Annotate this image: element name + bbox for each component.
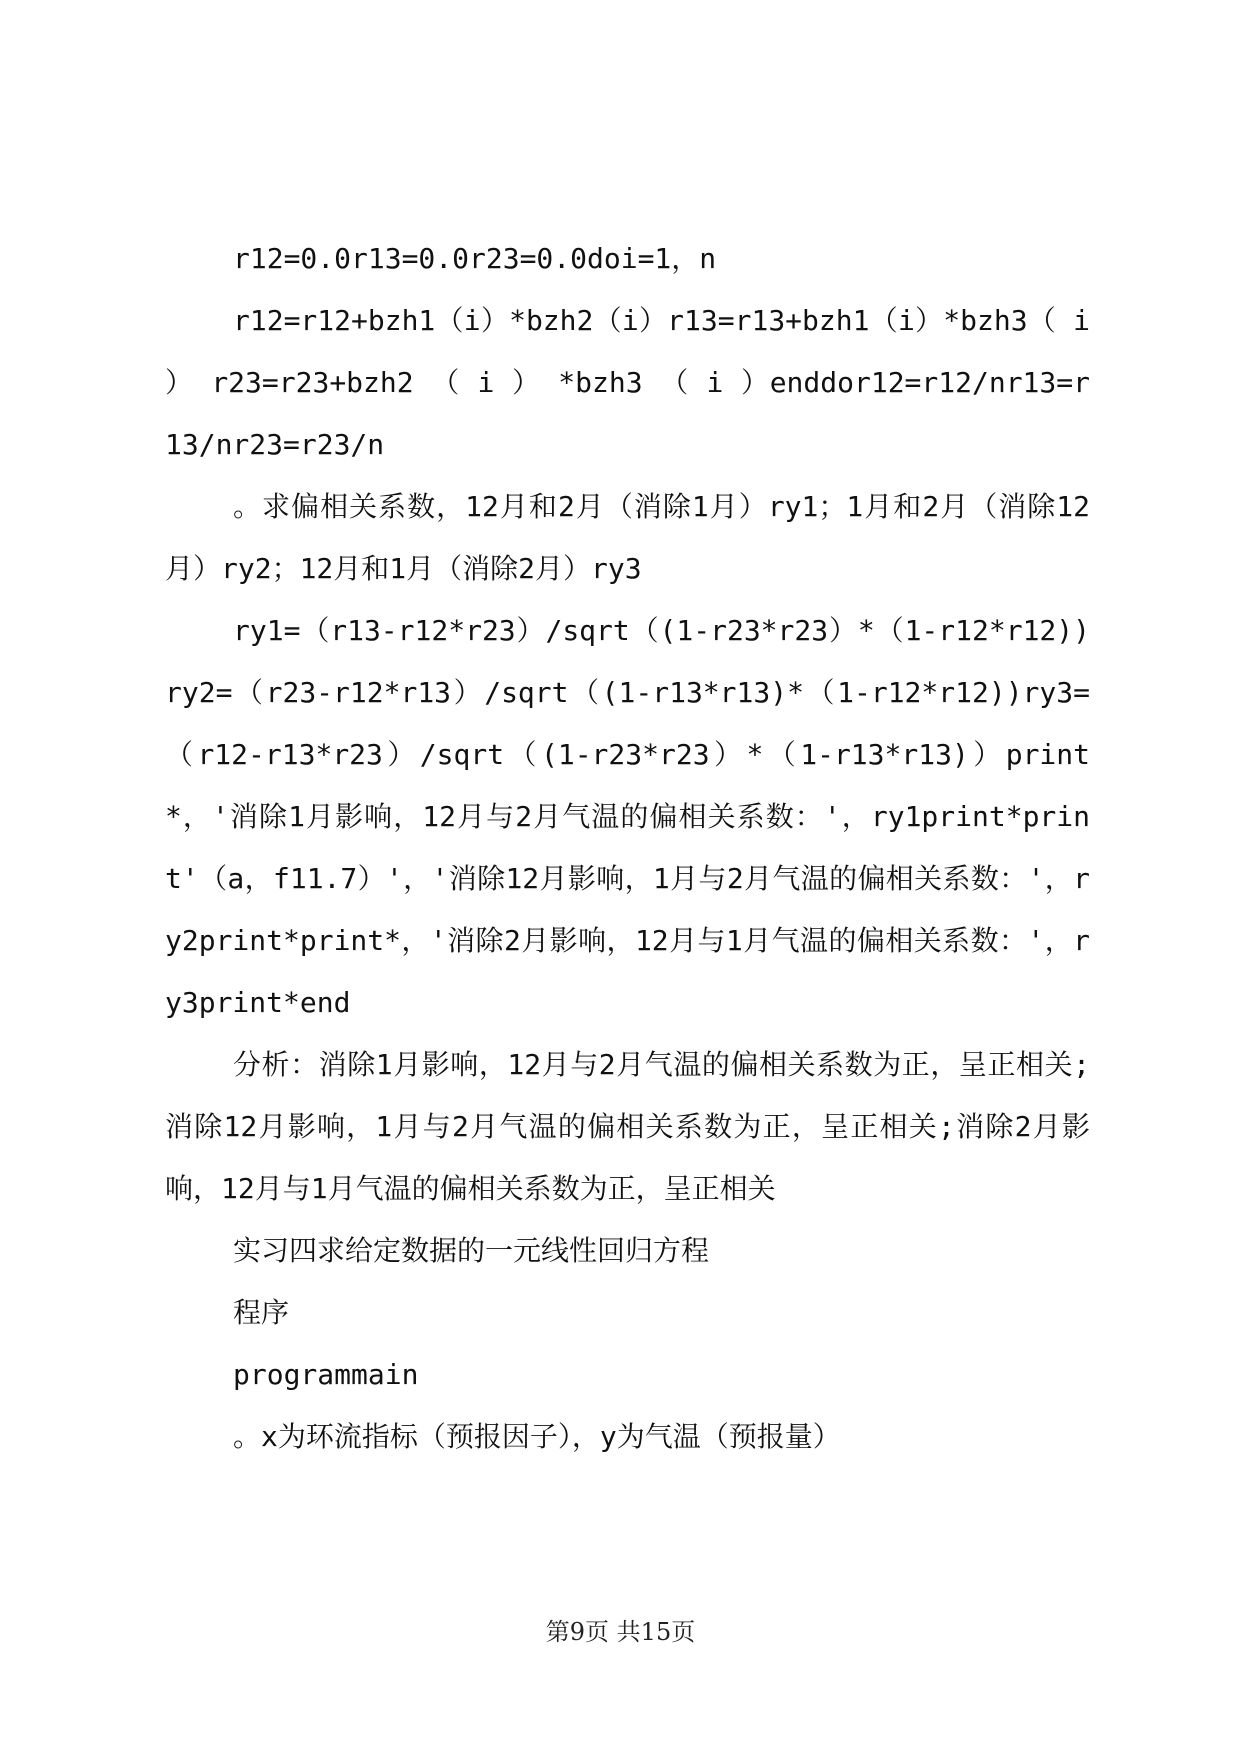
paragraph-9: 。x为环流指标（预报因子），y为气温（预报量） — [233, 1420, 841, 1453]
paragraph-8: programmain — [233, 1358, 419, 1391]
paragraph-5: 分析：消除1月影响，12月与2月气温的偏相关系数为正，呈正相关;消除12月影响，1月与2月气温的偏相关系数为正，呈正相关;消除2月影响，12月与1月气温的偏相关系数为正，呈正相关 — [165, 1048, 1090, 1205]
paragraph-7: 程序 — [233, 1296, 290, 1329]
page-footer — [0, 1612, 1241, 1647]
document-body — [165, 228, 1090, 1468]
paragraph-6: 实习四求给定数据的一元线性回归方程 — [233, 1234, 710, 1267]
page-number-label: 第9页 共15页 — [545, 1618, 696, 1646]
paragraph-3: 。求偏相关系数，12月和2月（消除1月）ry1；1月和2月（消除12月）ry2；12月和1月（消除2月）ry3 — [165, 490, 1090, 585]
paragraph-2: r12=r12+bzh1（i）*bzh2（i）r13=r13+bzh1（i）*bzh3（ i ） r23=r23+bzh2 （ i ） *bzh3 （ i ）enddor12=r12/nr13=r13/nr23=r23/n — [165, 304, 1090, 461]
paragraph-1: r12=0.0r13=0.0r23=0.0doi=1，n — [233, 242, 717, 275]
paragraph-4: ry1=（r13-r12*r23）/sqrt（(1-r23*r23）*（1-r12*r12))ry2=（r23-r12*r13）/sqrt（(1-r13*r13)*（1-r12*r12))ry3=（r12-r13*r23）/sqrt（(1-r23*r23）*（1-r13*r13)）print*，'消除1月影响，12月与2月气温的偏相关系数：'，ry1print*print'（a，f11.7）'，'消除12月影响，1月与2月气温的偏相关系数：'，ry2print*print*，'消除2月影响，12月与1月气温的偏相关系数：'，ry3print*end — [165, 614, 1090, 1019]
